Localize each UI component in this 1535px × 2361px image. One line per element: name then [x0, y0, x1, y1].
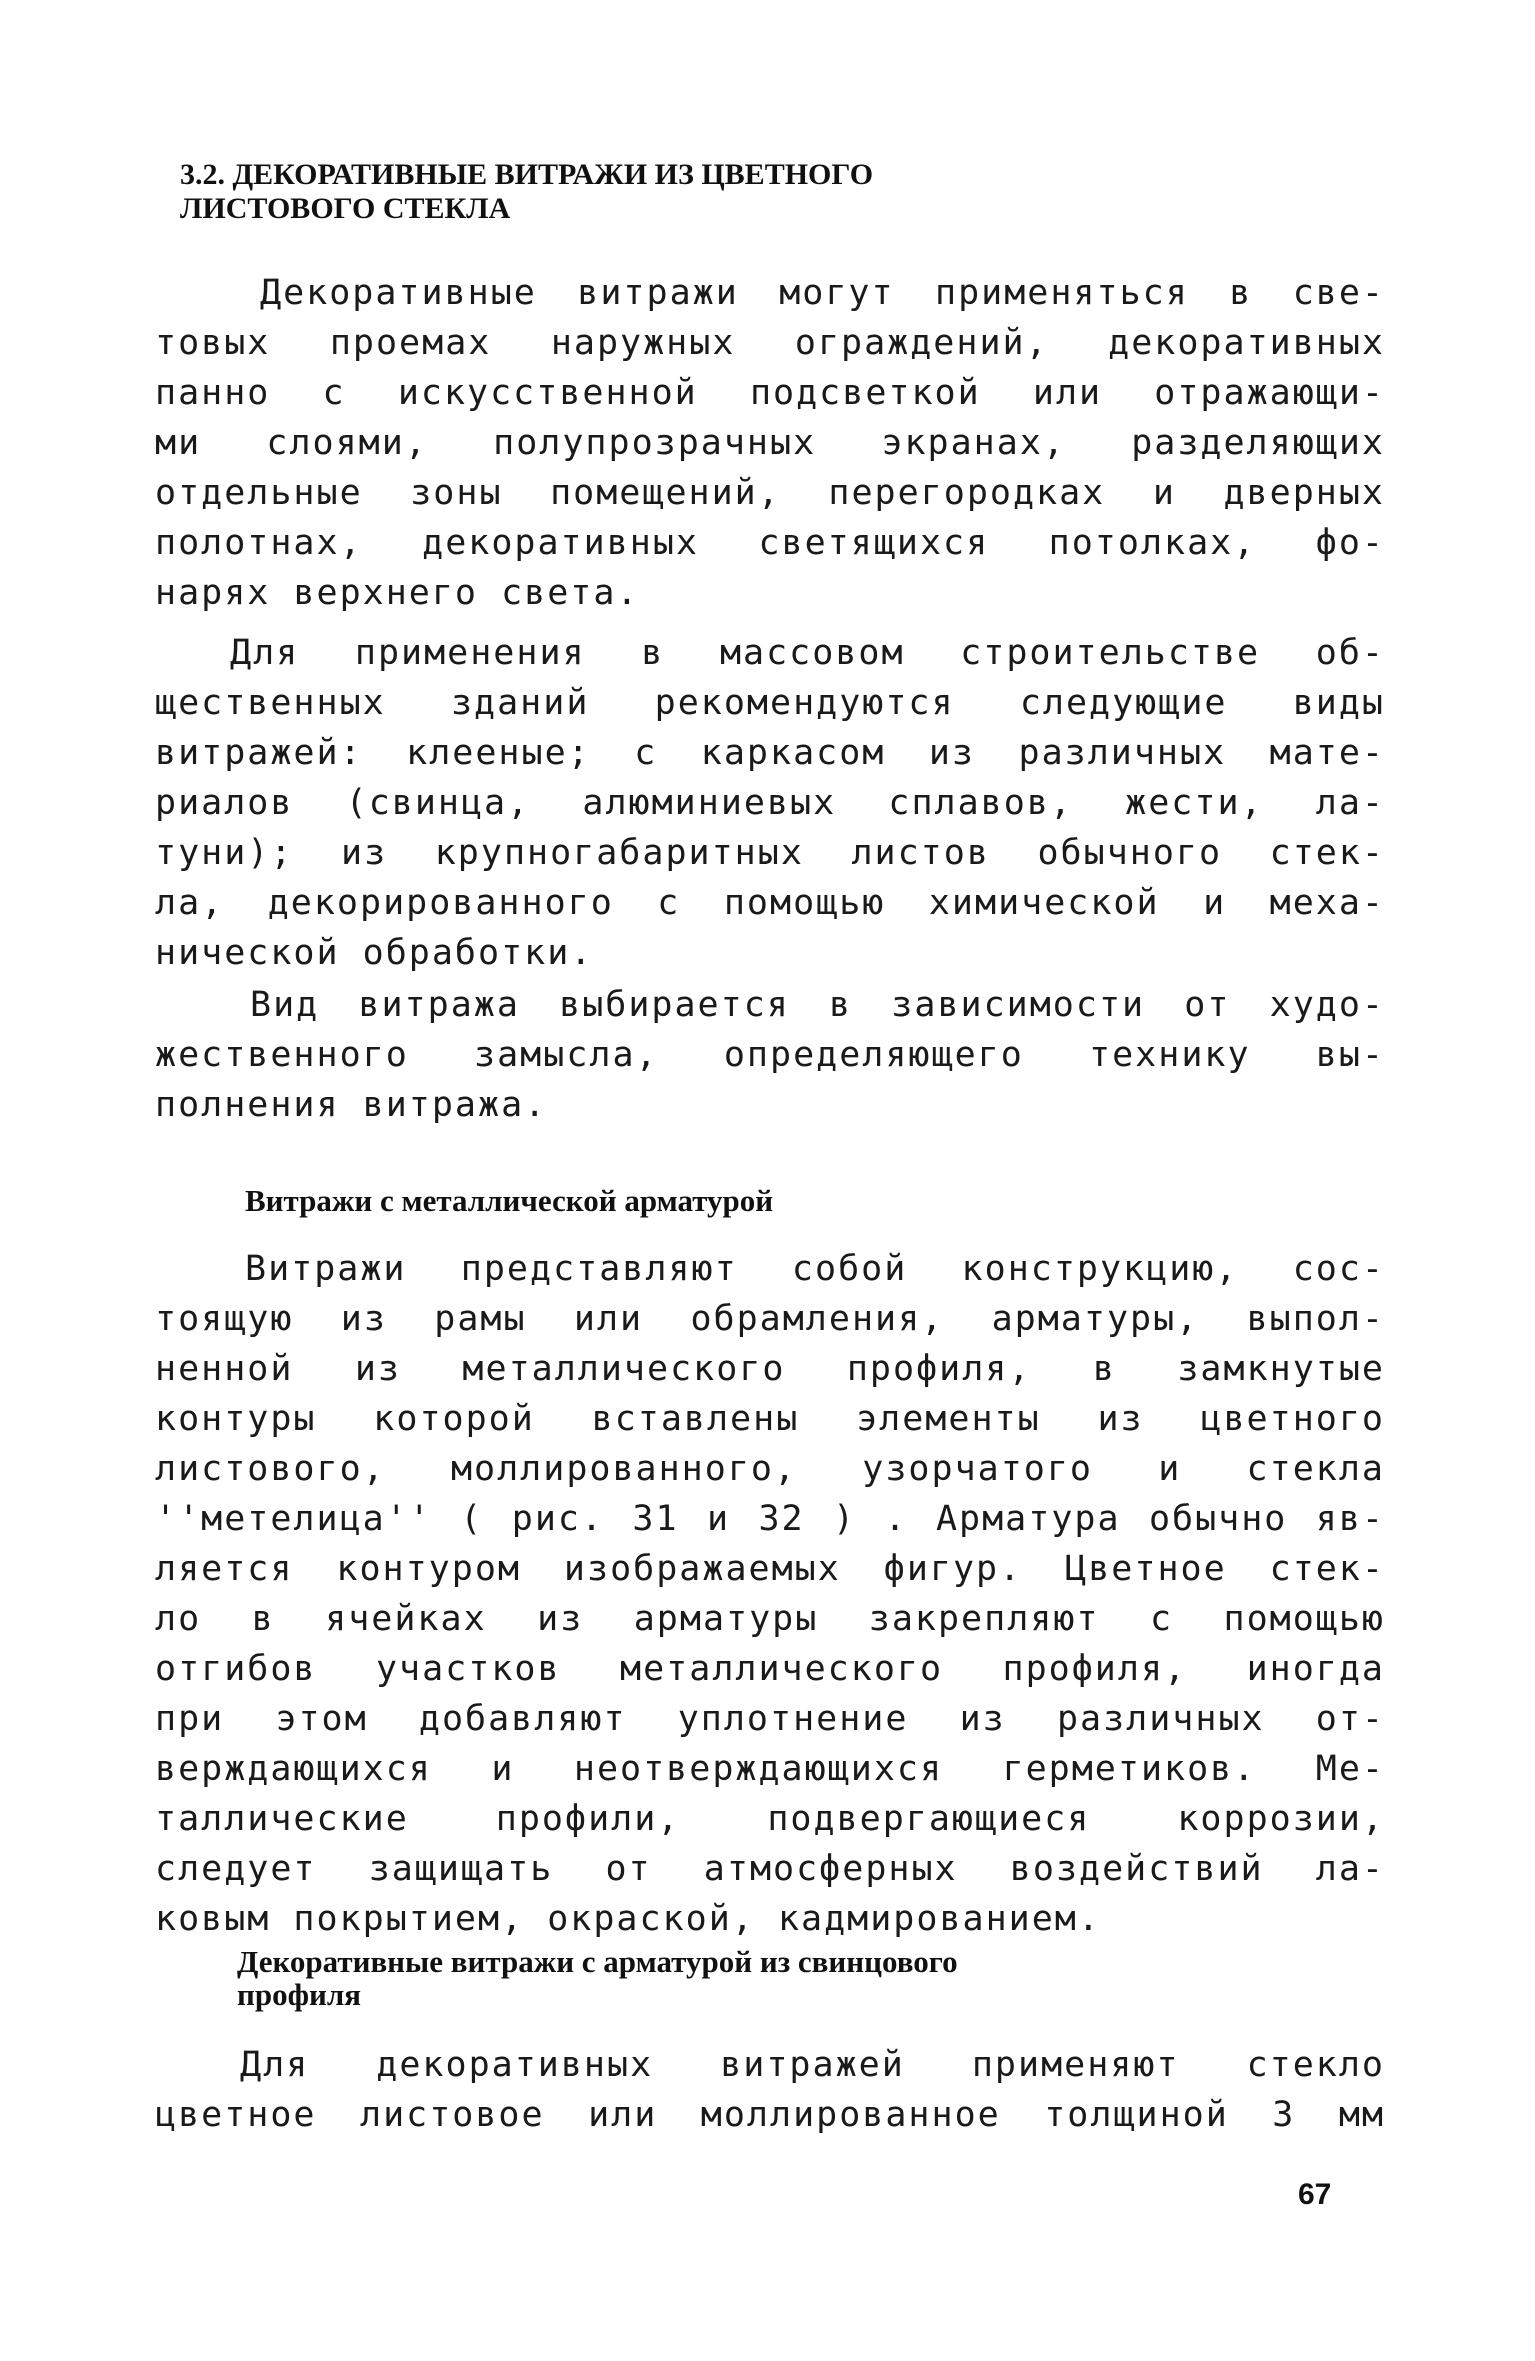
paragraph-3 — [155, 980, 1385, 1130]
paragraph-line: ненной из металлического профиля, в замкнутые — [155, 1349, 1385, 1389]
subsection-1-body — [155, 1244, 1385, 1944]
paragraph-line: ''метелица'' ( рис. 31 и 32 ) . Арматура обычно яв- — [155, 1499, 1385, 1539]
paragraph-line: риалов (свинца, алюминиевых сплавов, жести, ла- — [155, 783, 1385, 823]
subsection-1-title: Витражи с металлической арматурой — [245, 1183, 774, 1218]
paragraph-line: ковым покрытием, окраской, кадмированием. — [155, 1899, 1101, 1939]
paragraph-line: жественного замысла, определяющего технику вы- — [155, 1035, 1385, 1075]
paragraph-line: полнения витража. — [155, 1085, 548, 1125]
paragraph-line: контуры которой вставлены элементы из цветного — [155, 1399, 1385, 1439]
paragraph-line: Витражи представляют собой конструкцию, сос- — [245, 1249, 1385, 1289]
subsection-2-title-line-2: профиля — [237, 1977, 362, 2012]
paragraph-line: отгибов участков металлического профиля, иногда — [155, 1649, 1385, 1689]
paragraph-line: Декоративные витражи могут применяться в све- — [260, 273, 1385, 313]
paragraph-line: отдельные зоны помещений, перегородках и дверных — [155, 473, 1385, 513]
paragraph-line: Вид витража выбирается в зависимости от худо- — [250, 985, 1385, 1025]
paragraph-line: верждающихся и неотверждающихся герметиков. Ме- — [155, 1749, 1385, 1789]
paragraph-line: нической обработки. — [155, 933, 594, 973]
paragraph-line: туни); из крупногабаритных листов обычного стек- — [155, 833, 1385, 873]
subsection-2-body — [155, 2040, 1385, 2140]
subsection-2-title — [237, 1945, 958, 2011]
paragraph-line: таллические профили, подвергающиеся коррозии, — [155, 1799, 1385, 1839]
paragraph-2 — [155, 628, 1385, 978]
paragraph-line: полотнах, декоративных светящихся потолках, фо- — [155, 523, 1385, 563]
paragraph-line: тоящую из рамы или обрамления, арматуры, выпол- — [155, 1299, 1385, 1339]
paragraph-line: щественных зданий рекомендуются следующие виды — [155, 683, 1385, 723]
section-heading-line-2: ЛИСТОВОГО СТЕКЛА — [180, 192, 511, 225]
paragraph-line: листового, моллированного, узорчатого и стекла — [155, 1449, 1385, 1489]
page-number: 67 — [1298, 2178, 1332, 2211]
paragraph-line: цветное листовое или моллированное толщиной 3 мм — [155, 2095, 1385, 2135]
paragraph-line: Для декоративных витражей применяют стекло — [240, 2045, 1385, 2085]
paragraph-1 — [155, 268, 1385, 618]
section-heading — [180, 158, 1360, 226]
paragraph-line: ло в ячейках из арматуры закрепляют с помощью — [155, 1599, 1385, 1639]
paragraph-line: при этом добавляют уплотнение из различных от- — [155, 1699, 1385, 1739]
paragraph-line: ми слоями, полупрозрачных экранах, разделяющих — [155, 423, 1385, 463]
paragraph-line: товых проемах наружных ограждений, декоративных — [155, 323, 1385, 363]
subsection-2-title-line-1: Декоративные витражи с арматурой из свинцового — [237, 1944, 958, 1979]
paragraph-line: нарях верхнего света. — [155, 573, 640, 613]
paragraph-line: следует защищать от атмосферных воздействий ла- — [155, 1849, 1385, 1889]
paragraph-line: панно с искусственной подсветкой или отражающи- — [155, 373, 1385, 413]
paragraph-line: витражей: клееные; с каркасом из различных мате- — [155, 733, 1385, 773]
paragraph-line: Для применения в массовом строительстве об- — [230, 633, 1385, 673]
paragraph-line: ляется контуром изображаемых фигур. Цветное стек- — [155, 1549, 1385, 1589]
section-heading-line-1: 3.2. ДЕКОРАТИВНЫЕ ВИТРАЖИ ИЗ ЦВЕТНОГО — [180, 158, 874, 191]
paragraph-line: ла, декорированного с помощью химической и меха- — [155, 883, 1385, 923]
